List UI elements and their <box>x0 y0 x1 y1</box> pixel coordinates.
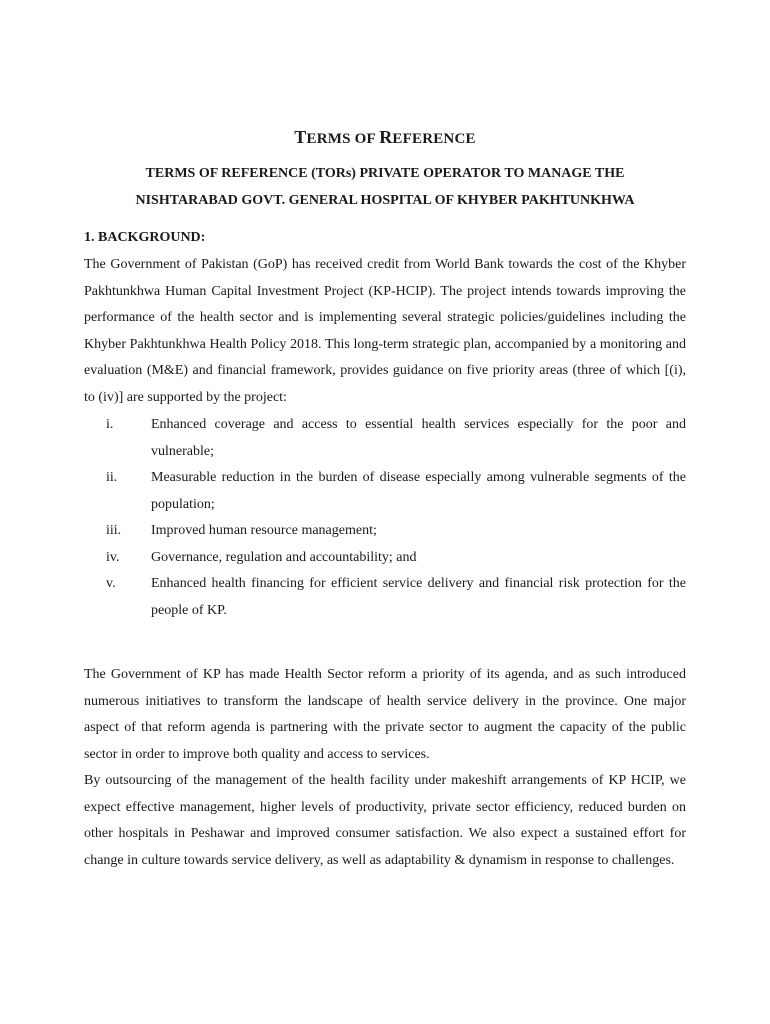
list-item <box>84 571 686 624</box>
list-item-number: iv. <box>106 549 120 565</box>
document-title <box>0 127 770 148</box>
subtitle-line-2: NISHTARABAD GOVT. GENERAL HOSPITAL OF KHYBER PAKHTUNKHWA <box>135 193 635 208</box>
title-part-erms-of: ERMS OF <box>306 131 380 147</box>
list-item-text: Enhanced health financing for efficient service delivery and financial risk protection for the people of KP. <box>151 576 686 618</box>
title-part-eference: EFERENCE <box>392 131 476 147</box>
list-item-text: Improved human resource management; <box>151 523 377 538</box>
section-heading-background: 1. BACKGROUND: <box>84 230 206 245</box>
list-item <box>84 545 686 572</box>
list-item-text: Enhanced coverage and access to essential health services especially for the poor and vulnerable; <box>151 417 686 459</box>
list-item-number: ii. <box>106 470 118 485</box>
priority-areas-list <box>84 412 686 624</box>
list-item <box>84 465 686 518</box>
title-letter-r: R <box>379 127 393 147</box>
paragraph-outsourcing: By outsourcing of the management of the health facility under makeshift arrangements of KP HCIP, we expect effective management, higher levels of productivity, private sector efficiency, reduced burden on other hospitals in Peshawar and improved consumer satisfaction. We also expect a sustained effort for change in culture towards service delivery, as well as adaptability & dynamism in response to challenges. <box>84 773 686 868</box>
list-item-number: i. <box>106 417 114 432</box>
list-item-text: Governance, regulation and accountability; and <box>151 549 417 565</box>
list-item-number: iii. <box>106 523 122 538</box>
list-item <box>84 518 686 545</box>
title-letter-t: T <box>294 127 307 147</box>
list-item <box>84 412 686 465</box>
list-item-text: Measurable reduction in the burden of disease especially among vulnerable segments of the population; <box>151 470 686 512</box>
subtitle-line-1: TERMS OF REFERENCE (TORs) PRIVATE OPERATOR TO MANAGE THE <box>145 166 625 181</box>
list-item-number: v. <box>106 576 116 591</box>
paragraph-reform-agenda: The Government of KP has made Health Sector reform a priority of its agenda, and as such introduced numerous initiatives to transform the landscape of health service delivery in the province. One major aspect of that reform agenda is partnering with the private sector to augment the capacity of the public sector in order to improve both quality and access to services. <box>84 667 686 762</box>
paragraph-background: The Government of Pakistan (GoP) has received credit from World Bank towards the cost of the Khyber Pakhtunkhwa Human Capital Investment Project (KP-HCIP). The project intends towards improving the performance of the health sector and is implementing several strategic policies/guidelines including the Khyber Pakhtunkhwa Health Policy 2018. This long-term strategic plan, accompanied by a monitoring and evaluation (M&E) and financial framework, provides guidance on five priority areas (three of which [(i), to (iv)] are supported by the project: <box>84 257 686 405</box>
